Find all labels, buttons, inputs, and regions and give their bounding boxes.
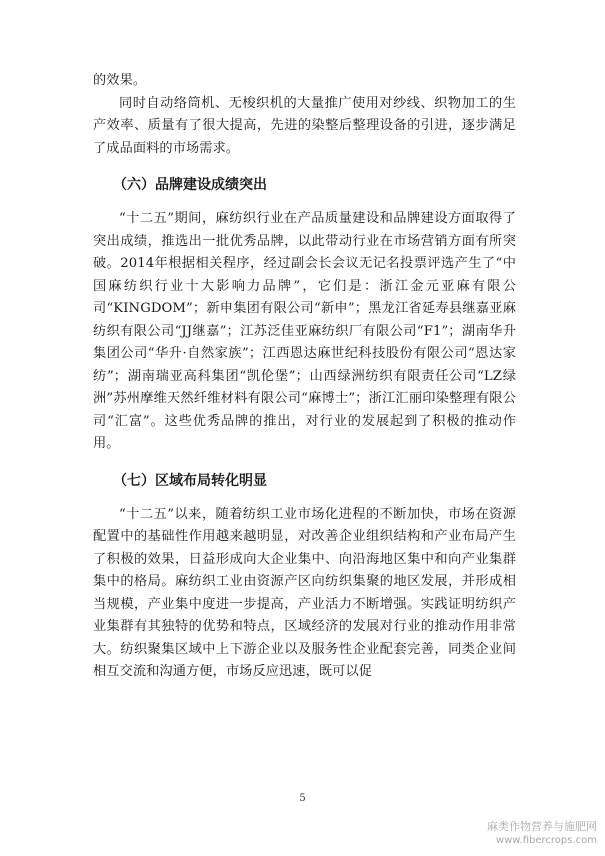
paragraph-equipment: 同时自动络筒机、无梭织机的大量推广使用对纱线、织物加工的生产效率、质量有了很大提高，先进的染整后整理设备的引进，逐步满足了成品面料的市场需求。: [93, 95, 516, 156]
page-number: 5: [299, 793, 306, 804]
watermark-url: www.fibercrops.com: [495, 835, 597, 846]
section-heading-region: （七）区域布局转化明显: [113, 472, 267, 489]
paragraph-brand: “十二五”期间，麻纺织行业在产品质量建设和品牌建设方面取得了突出成绩，推选出一批优秀品牌，以此带动行业在市场营销方面有所突破。2014年根据相关程序，经过副会长会议无记名投票评选产生了“中国麻纺织行业十大影响力品牌”，它们是：浙江金元亚麻有限公司“KINGDOM”；新申集团有限公司“新申”；黑龙江省延寿县继嘉亚麻纺织有限公司“JJ继嘉”；江苏泛佳亚麻纺织厂有限公司“F1”；湖南华升集团公司“华升·自然家族”；江西恩达麻世纪科技股份有限公司“恩达家纺”；湖南瑞亚高科集团“凯伦堡”；山西绿洲纺织有限责任公司“LZ绿洲”苏州摩维天然纤维材料有限公司“麻博士”；浙江汇丽印染整理有限公司“汇富”。这些优秀品牌的推出，对行业的发展起到了积极的推动作用。: [93, 211, 516, 451]
paragraph-continuation: 的效果。: [93, 73, 147, 88]
page-body: [93, 70, 516, 684]
paragraph-region: “十二五”以来，随着纺织工业市场化进程的不断加快，市场在资源配置中的基础性作用越来越明显，对改善企业组织结构和产业布局产生了积极的效果，日益形成向大企业集中、向沿海地区集中和向产业集群集中的格局。麻纺织工业由资源产区向纺织集聚的地区发展，并形成相当规模，产业集中度进一步提高，产业活力不断增强。实践证明纺织产业集群有其独特的优势和特点，区域经济的发展对行业的推动作用非常大。纺织聚集区域中上下游企业以及服务性企业配套完善，同类企业间相互交流和沟通方便，市场反应迅速，既可以促: [93, 506, 516, 679]
watermark-title: 麻类作物营养与施肥网: [487, 820, 597, 833]
watermark: [487, 820, 597, 848]
section-heading-brand: （六）品牌建设成绩突出: [113, 177, 267, 193]
